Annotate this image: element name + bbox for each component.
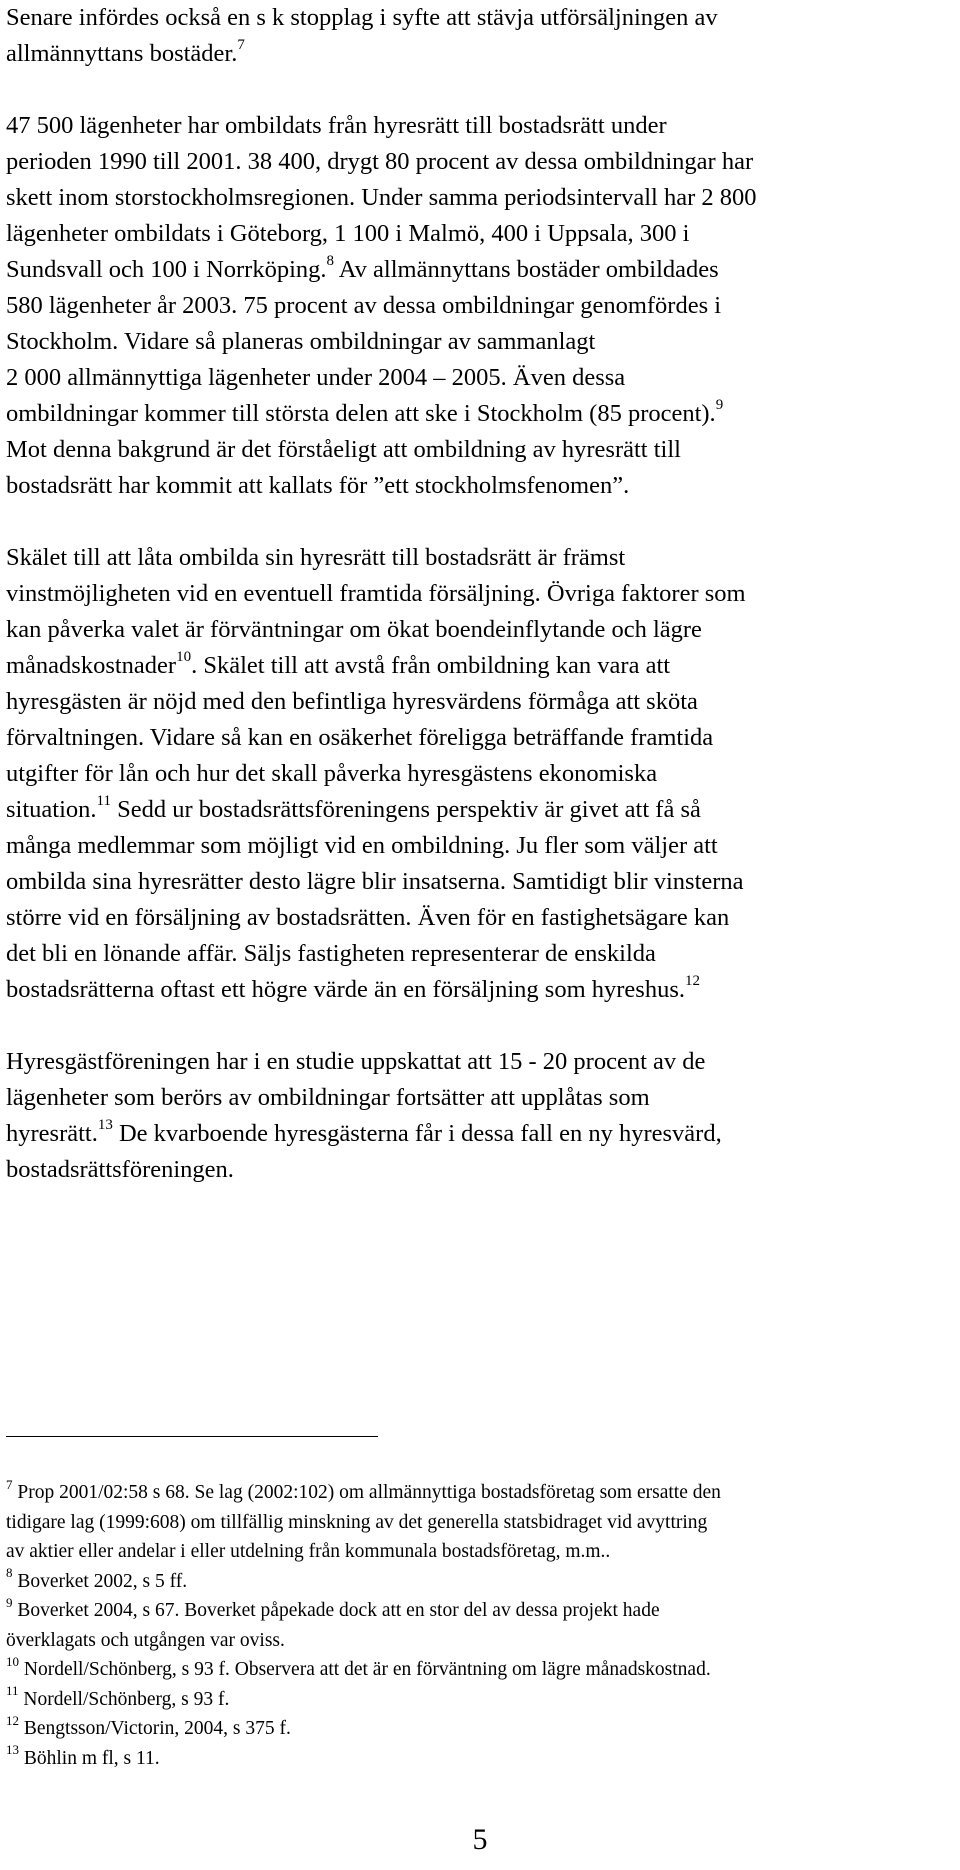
footnote-text: Nordell/Schönberg, s 93 f. Observera att det är en förväntning om lägre månadskostnad. (19, 1659, 711, 1680)
footnote-9 (6, 1596, 946, 1626)
footnote-number: 13 (6, 1742, 19, 1757)
text-line (6, 936, 930, 972)
text-span: 2 000 allmännyttiga lägenheter under 2004 – 2005. Även dessa (6, 364, 626, 391)
paragraph-ombildningar-statistik (6, 108, 930, 504)
footnote-number: 8 (6, 1565, 13, 1580)
text-span: Sundsvall och 100 i Norrköping. (6, 256, 327, 283)
paragraph-skal-till-ombildning (6, 540, 930, 1008)
text-line (6, 900, 930, 936)
text-span: situation. (6, 796, 97, 823)
footnote-ref-13[interactable]: 13 (97, 1116, 113, 1133)
text-line (6, 108, 930, 144)
text-line (6, 792, 930, 828)
text-span: Hyresgästföreningen har i en studie uppskattat att 15 - 20 procent av de (6, 1048, 706, 1075)
footnote-number: 12 (6, 1712, 19, 1728)
footnote-separator (6, 1436, 378, 1437)
text-line (6, 36, 930, 72)
footnote-text: Boverket 2004, s 67. Boverket påpekade dock att en stor del av dessa projekt hade (12, 1600, 660, 1621)
text-line (6, 216, 930, 252)
text-span: lägenheter ombildats i Göteborg, 1 100 i Malmö, 400 i Uppsala, 300 i (6, 220, 690, 247)
text-span: kan påverka valet är förväntningar om ökat boendeinflytande och lägre (6, 616, 702, 643)
text-line (6, 612, 930, 648)
footnote-7 (6, 1478, 946, 1508)
text-line (6, 540, 930, 576)
text-span: många medlemmar som möjligt vid en ombildning. Ju fler som väljer att (6, 832, 718, 859)
footnote-9-cont (6, 1626, 946, 1656)
footnote-number: 11 (6, 1683, 19, 1698)
text-span: ombildningar kommer till största delen att ske i Stockholm (85 procent). (6, 400, 716, 427)
text-span: lägenheter som berörs av ombildningar fortsätter att upplåtas som (6, 1084, 650, 1111)
footnote-number: 7 (6, 1476, 13, 1492)
text-span: bostadsrättsföreningen. (6, 1156, 234, 1183)
text-span: Av allmännyttans bostäder ombildades (334, 256, 719, 283)
text-line (6, 864, 930, 900)
footnote-text: Prop 2001/02:58 s 68. Se lag (2002:102) om allmännyttiga bostadsföretag som ersatte den (12, 1482, 721, 1503)
footnote-number: 9 (6, 1594, 13, 1610)
footnote-ref-8[interactable]: 8 (326, 252, 335, 269)
text-span: månadskostnader (6, 652, 177, 679)
text-span: Skälet till att låta ombilda sin hyresrätt till bostadsrätt är främst (6, 544, 626, 571)
footnote-ref-7[interactable]: 7 (237, 36, 245, 53)
text-line (6, 756, 930, 792)
text-span: 580 lägenheter år 2003. 75 procent av dessa ombildningar genomfördes i (6, 292, 722, 319)
text-line (6, 324, 930, 360)
paragraph-hyresgastforeningen (6, 1044, 930, 1188)
footnote-8 (6, 1567, 946, 1597)
text-span: hyresgästen är nöjd med den befintliga hyresvärdens förmåga att sköta (6, 688, 698, 715)
footnote-text: Nordell/Schönberg, s 93 f. (18, 1688, 230, 1710)
text-line (6, 648, 930, 684)
paragraph-stopplag (6, 0, 930, 72)
text-span: ombilda sina hyresrätter desto lägre blir insatserna. Samtidigt blir vinsterna (6, 868, 744, 895)
footnote-text: tidigare lag (1999:608) om tillfällig minskning av det generella statsbidraget vid avyttring (6, 1511, 708, 1533)
text-span: det bli en lönande affär. Säljs fastigheten representerar de enskilda (6, 940, 656, 967)
footnote-13 (6, 1744, 946, 1774)
text-line (6, 684, 930, 720)
text-span: hyresrätt. (6, 1120, 98, 1147)
text-span: bostadsrätterna oftast ett högre värde än en försäljning som hyreshus. (6, 976, 686, 1003)
footnote-number: 10 (6, 1653, 19, 1669)
text-line (6, 972, 930, 1008)
text-line (6, 1044, 930, 1080)
text-line (6, 1152, 930, 1188)
text-span: vinstmöjligheten vid en eventuell framtida försäljning. Övriga faktorer som (6, 580, 746, 607)
footnote-ref-10[interactable]: 10 (176, 648, 192, 665)
footnote-10 (6, 1655, 946, 1685)
text-line (6, 1116, 930, 1152)
text-span: Stockholm. Vidare så planeras ombildningar av sammanlagt (6, 328, 596, 355)
text-line (6, 576, 930, 612)
text-span: . Skälet till att avstå från ombildning kan vara att (191, 652, 671, 679)
text-line (6, 360, 930, 396)
text-line (6, 0, 930, 36)
text-line (6, 396, 930, 432)
text-line (6, 144, 930, 180)
footnote-text: Boverket 2002, s 5 ff. (12, 1570, 188, 1592)
text-line (6, 468, 930, 504)
text-line (6, 432, 930, 468)
text-span: 47 500 lägenheter har ombildats från hyresrätt till bostadsrätt under (6, 112, 667, 139)
text-span: perioden 1990 till 2001. 38 400, drygt 80 procent av dessa ombildningar har (6, 148, 754, 175)
text-line (6, 828, 930, 864)
text-span: större vid en försäljning av bostadsrätten. Även för en fastighetsägare kan (6, 904, 730, 931)
footnote-ref-12[interactable]: 12 (685, 972, 701, 989)
footnote-text: Bengtsson/Victorin, 2004, s 375 f. (19, 1718, 291, 1739)
text-span: De kvarboende hyresgästerna får i dessa fall en ny hyresvärd, (112, 1120, 722, 1147)
text-line (6, 1080, 930, 1116)
footnotes (6, 1478, 946, 1773)
page-number: 5 (472, 1823, 488, 1856)
text-span: Sedd ur bostadsrättsföreningens perspektiv är givet att få så (110, 796, 701, 823)
footnote-text: överklagats och utgången var oviss. (6, 1629, 285, 1651)
footnote-7-cont (6, 1508, 946, 1538)
text-span: förvaltningen. Vidare så kan en osäkerhet föreligga beträffande framtida (6, 724, 714, 751)
text-span: allmännyttans bostäder. (6, 40, 238, 67)
text-line (6, 252, 930, 288)
text-span: utgifter för lån och hur det skall påverka hyresgästens ekonomiska (6, 760, 658, 787)
text-span: bostadsrätt har kommit att kallats för ”ett stockholmsfenomen”. (6, 472, 630, 499)
footnote-11 (6, 1685, 946, 1715)
text-span: Senare infördes också en s k stopplag i syfte att stävja utförsäljningen av (6, 4, 718, 31)
text-line (6, 180, 930, 216)
footnote-ref-11[interactable]: 11 (96, 792, 111, 809)
footnote-12 (6, 1714, 946, 1744)
text-line (6, 288, 930, 324)
text-span: Mot denna bakgrund är det förståeligt att ombildning av hyresrätt till (6, 436, 681, 463)
text-line (6, 720, 930, 756)
footnote-ref-9[interactable]: 9 (715, 396, 724, 413)
footnote-7-cont (6, 1537, 946, 1567)
footnote-text: av aktier eller andelar i eller utdelning från kommunala bostadsföretag, m.m.. (6, 1541, 611, 1562)
footnote-text: Böhlin m fl, s 11. (19, 1747, 160, 1769)
text-span: skett inom storstockholmsregionen. Under samma periodsintervall har 2 800 (6, 184, 757, 211)
